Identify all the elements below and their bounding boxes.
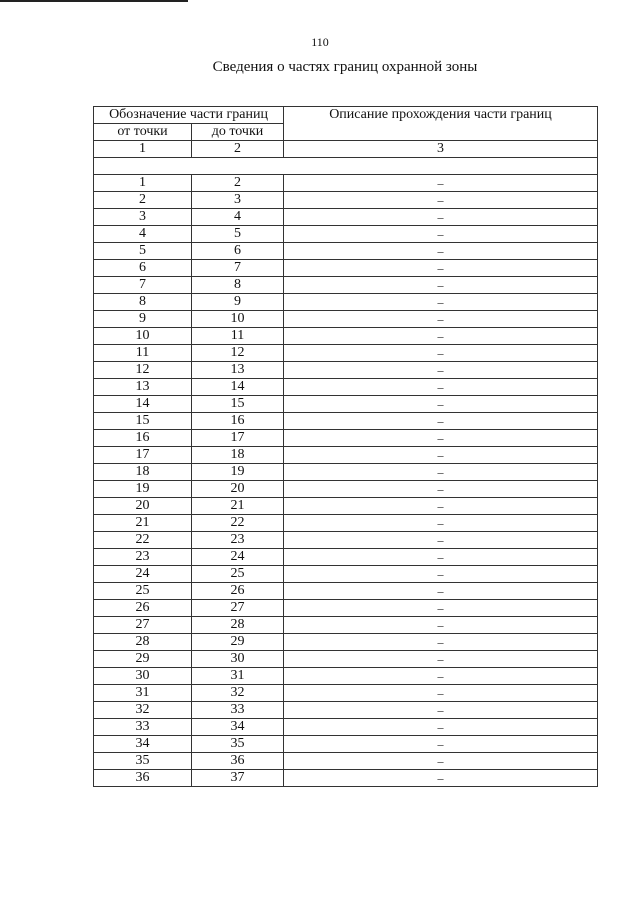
- table-row: [94, 294, 598, 311]
- table-row: [94, 226, 598, 243]
- from-point-cell: 15: [94, 413, 192, 430]
- from-point-cell: 9: [94, 311, 192, 328]
- document-title: Сведения о частях границ охранной зоны: [212, 59, 478, 75]
- to-point-header: до точки: [192, 124, 284, 141]
- table-row: [94, 464, 598, 481]
- table-body: [94, 175, 598, 787]
- to-point-cell: 8: [192, 277, 284, 294]
- from-point-cell: 16: [94, 430, 192, 447]
- from-point-cell: 31: [94, 685, 192, 702]
- to-point-cell: 21: [192, 498, 284, 515]
- boundary-parts-table: [93, 106, 598, 787]
- description-cell: –: [284, 379, 598, 396]
- description-cell: –: [284, 413, 598, 430]
- table-row: [94, 175, 598, 192]
- from-point-cell: 33: [94, 719, 192, 736]
- description-cell: –: [284, 532, 598, 549]
- description-cell: –: [284, 583, 598, 600]
- from-point-cell: 14: [94, 396, 192, 413]
- from-point-cell: 30: [94, 668, 192, 685]
- description-cell: –: [284, 430, 598, 447]
- to-point-cell: 10: [192, 311, 284, 328]
- from-point-cell: 32: [94, 702, 192, 719]
- description-cell: –: [284, 736, 598, 753]
- from-point-cell: 18: [94, 464, 192, 481]
- table-row: [94, 430, 598, 447]
- to-point-cell: 35: [192, 736, 284, 753]
- description-cell: –: [284, 566, 598, 583]
- to-point-cell: 13: [192, 362, 284, 379]
- from-point-cell: 2: [94, 192, 192, 209]
- from-point-cell: 34: [94, 736, 192, 753]
- to-point-cell: 16: [192, 413, 284, 430]
- description-cell: –: [284, 362, 598, 379]
- to-point-cell: 14: [192, 379, 284, 396]
- table-row: [94, 549, 598, 566]
- table-row: [94, 260, 598, 277]
- from-point-cell: 24: [94, 566, 192, 583]
- from-point-cell: 19: [94, 481, 192, 498]
- to-point-cell: 20: [192, 481, 284, 498]
- to-point-cell: 4: [192, 209, 284, 226]
- from-point-cell: 3: [94, 209, 192, 226]
- table-row: [94, 243, 598, 260]
- to-point-cell: 12: [192, 345, 284, 362]
- to-point-cell: 27: [192, 600, 284, 617]
- table-row: [94, 651, 598, 668]
- table-row: [94, 447, 598, 464]
- empty-section-row: [94, 158, 598, 175]
- from-point-cell: 12: [94, 362, 192, 379]
- from-point-cell: 29: [94, 651, 192, 668]
- to-point-cell: 26: [192, 583, 284, 600]
- description-cell: –: [284, 515, 598, 532]
- to-point-cell: 37: [192, 770, 284, 787]
- to-point-cell: 3: [192, 192, 284, 209]
- to-point-cell: 32: [192, 685, 284, 702]
- to-point-cell: 22: [192, 515, 284, 532]
- description-cell: –: [284, 617, 598, 634]
- table-row: [94, 600, 598, 617]
- from-point-cell: 4: [94, 226, 192, 243]
- from-point-cell: 1: [94, 175, 192, 192]
- table-row: [94, 413, 598, 430]
- from-point-cell: 36: [94, 770, 192, 787]
- to-point-cell: 28: [192, 617, 284, 634]
- boundary-designation-header: Обозначение части границ: [94, 107, 284, 124]
- from-point-cell: 17: [94, 447, 192, 464]
- description-cell: –: [284, 226, 598, 243]
- table-row: [94, 685, 598, 702]
- to-point-cell: 29: [192, 634, 284, 651]
- from-point-cell: 25: [94, 583, 192, 600]
- table-row: [94, 583, 598, 600]
- to-point-cell: 6: [192, 243, 284, 260]
- table-row: [94, 209, 598, 226]
- column-number-1: 1: [94, 141, 192, 158]
- description-cell: –: [284, 175, 598, 192]
- column-number-3: 3: [284, 141, 598, 158]
- to-point-cell: 34: [192, 719, 284, 736]
- description-cell: –: [284, 396, 598, 413]
- to-point-cell: 5: [192, 226, 284, 243]
- description-cell: –: [284, 481, 598, 498]
- from-point-cell: 21: [94, 515, 192, 532]
- from-point-cell: 10: [94, 328, 192, 345]
- to-point-cell: 33: [192, 702, 284, 719]
- description-cell: –: [284, 192, 598, 209]
- description-cell: –: [284, 651, 598, 668]
- description-cell: –: [284, 243, 598, 260]
- table-row: [94, 736, 598, 753]
- from-point-cell: 7: [94, 277, 192, 294]
- table-row: [94, 362, 598, 379]
- from-point-cell: 27: [94, 617, 192, 634]
- description-cell: –: [284, 464, 598, 481]
- to-point-cell: 7: [192, 260, 284, 277]
- to-point-cell: 18: [192, 447, 284, 464]
- to-point-cell: 36: [192, 753, 284, 770]
- description-cell: –: [284, 702, 598, 719]
- table-row: [94, 498, 598, 515]
- description-cell: –: [284, 753, 598, 770]
- description-cell: –: [284, 770, 598, 787]
- table-row: [94, 719, 598, 736]
- description-cell: –: [284, 685, 598, 702]
- to-point-cell: 24: [192, 549, 284, 566]
- description-cell: –: [284, 209, 598, 226]
- from-point-cell: 23: [94, 549, 192, 566]
- to-point-cell: 17: [192, 430, 284, 447]
- description-cell: –: [284, 277, 598, 294]
- from-point-cell: 26: [94, 600, 192, 617]
- from-point-cell: 8: [94, 294, 192, 311]
- table-row: [94, 770, 598, 787]
- description-cell: –: [284, 447, 598, 464]
- to-point-cell: 25: [192, 566, 284, 583]
- to-point-cell: 15: [192, 396, 284, 413]
- to-point-cell: 9: [192, 294, 284, 311]
- table-row: [94, 311, 598, 328]
- table-row: [94, 328, 598, 345]
- description-cell: –: [284, 311, 598, 328]
- table-row: [94, 668, 598, 685]
- table-row: [94, 379, 598, 396]
- table-row: [94, 481, 598, 498]
- description-cell: –: [284, 294, 598, 311]
- table-row: [94, 515, 598, 532]
- from-point-header: от точки: [94, 124, 192, 141]
- description-cell: –: [284, 260, 598, 277]
- to-point-cell: 2: [192, 175, 284, 192]
- to-point-cell: 23: [192, 532, 284, 549]
- top-rule: [0, 0, 188, 2]
- table-row: [94, 634, 598, 651]
- from-point-cell: 13: [94, 379, 192, 396]
- table-row: [94, 753, 598, 770]
- table-row: [94, 345, 598, 362]
- column-number-2: 2: [192, 141, 284, 158]
- description-header: Описание прохождения части границ: [284, 107, 598, 141]
- description-cell: –: [284, 549, 598, 566]
- description-cell: –: [284, 634, 598, 651]
- from-point-cell: 28: [94, 634, 192, 651]
- description-cell: –: [284, 328, 598, 345]
- table-row: [94, 702, 598, 719]
- from-point-cell: 6: [94, 260, 192, 277]
- description-cell: –: [284, 600, 598, 617]
- to-point-cell: 30: [192, 651, 284, 668]
- page-number: 110: [311, 35, 329, 49]
- description-cell: –: [284, 719, 598, 736]
- to-point-cell: 31: [192, 668, 284, 685]
- table-row: [94, 396, 598, 413]
- from-point-cell: 5: [94, 243, 192, 260]
- description-cell: –: [284, 668, 598, 685]
- table-row: [94, 532, 598, 549]
- from-point-cell: 22: [94, 532, 192, 549]
- to-point-cell: 19: [192, 464, 284, 481]
- from-point-cell: 11: [94, 345, 192, 362]
- table-row: [94, 566, 598, 583]
- description-cell: –: [284, 345, 598, 362]
- table-row: [94, 277, 598, 294]
- table-row: [94, 617, 598, 634]
- table-row: [94, 192, 598, 209]
- from-point-cell: 35: [94, 753, 192, 770]
- to-point-cell: 11: [192, 328, 284, 345]
- description-cell: –: [284, 498, 598, 515]
- from-point-cell: 20: [94, 498, 192, 515]
